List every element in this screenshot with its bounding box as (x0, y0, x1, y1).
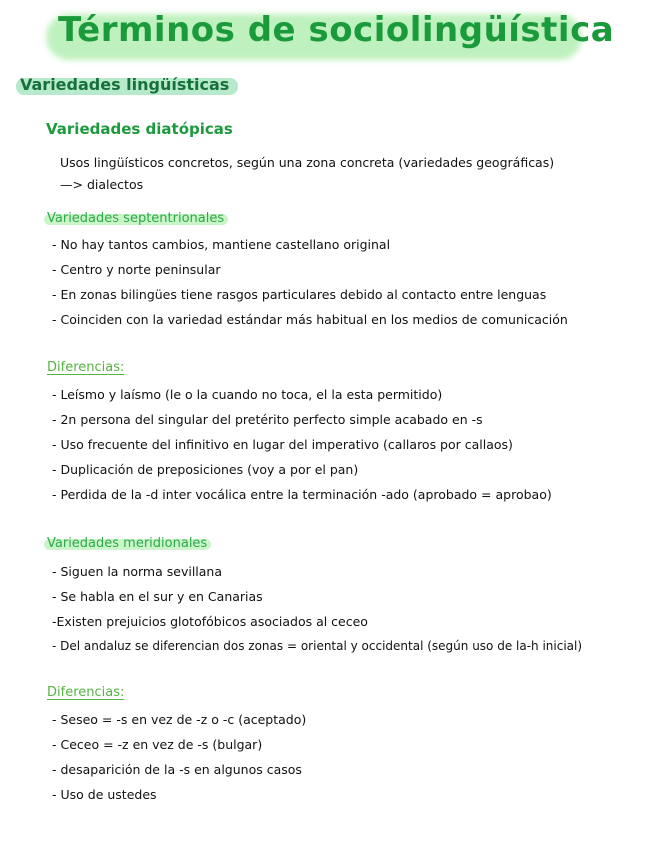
list-item: - No hay tantos cambios, mantiene castellano original (52, 237, 391, 252)
list-item: - Seseo = -s en vez de -z o -c (aceptado) (52, 712, 307, 727)
intro-line-1: Usos lingüísticos concretos, según una zona concreta (variedades geográficas) (60, 155, 555, 170)
heading-variedades-linguisticas: Variedades lingüísticas (20, 75, 230, 94)
list-item: - Leísmo y laísmo (le o la cuando no toca, el la esta permitido) (52, 387, 443, 402)
list-item: - Centro y norte peninsular (52, 262, 221, 277)
list-meridionales (52, 559, 582, 659)
section-title-diferencias-2: Diferencias: (47, 685, 125, 700)
page-title: Términos de sociolingüística (58, 10, 615, 50)
list-item: - 2n persona del singular del pretérito perfecto simple acabado en -s (52, 412, 483, 427)
list-diferencias-1 (52, 382, 552, 507)
section-title-diferencias-1: Diferencias: (47, 360, 125, 375)
section-title-septentrionales: Variedades septentrionales (47, 211, 225, 226)
list-item: - En zonas bilingües tiene rasgos particulares debido al contacto entre lenguas (52, 287, 547, 302)
list-item: - Siguen la norma sevillana (52, 564, 223, 579)
list-item: - Duplicación de preposiciones (voy a por el pan) (52, 462, 359, 477)
list-item: - Del andaluz se diferencian dos zonas = oriental y occidental (según uso de la-h inicial) (52, 639, 583, 653)
list-item: - Perdida de la -d inter vocálica entre la terminación -ado (aprobado = aprobao) (52, 487, 552, 502)
subheading-variedades-diatopicas: Variedades diatópicas (46, 120, 233, 138)
list-item: - Coinciden con la variedad estándar más habitual en los medios de comunicación (52, 312, 568, 327)
list-item: - Se habla en el sur y en Canarias (52, 589, 263, 604)
list-item: - Uso frecuente del infinitivo en lugar del imperativo (callaros por callaos) (52, 437, 513, 452)
section-title-meridionales: Variedades meridionales (47, 536, 208, 551)
list-item: - Uso de ustedes (52, 787, 157, 802)
list-item: - desaparición de la -s en algunos casos (52, 762, 302, 777)
list-septentrionales (52, 232, 568, 332)
list-diferencias-2 (52, 707, 306, 807)
intro-line-2: —> dialectos (60, 177, 144, 192)
list-item: -Existen prejuicios glotofóbicos asociados al ceceo (52, 614, 368, 629)
list-item: - Ceceo = -z en vez de -s (bulgar) (52, 737, 263, 752)
